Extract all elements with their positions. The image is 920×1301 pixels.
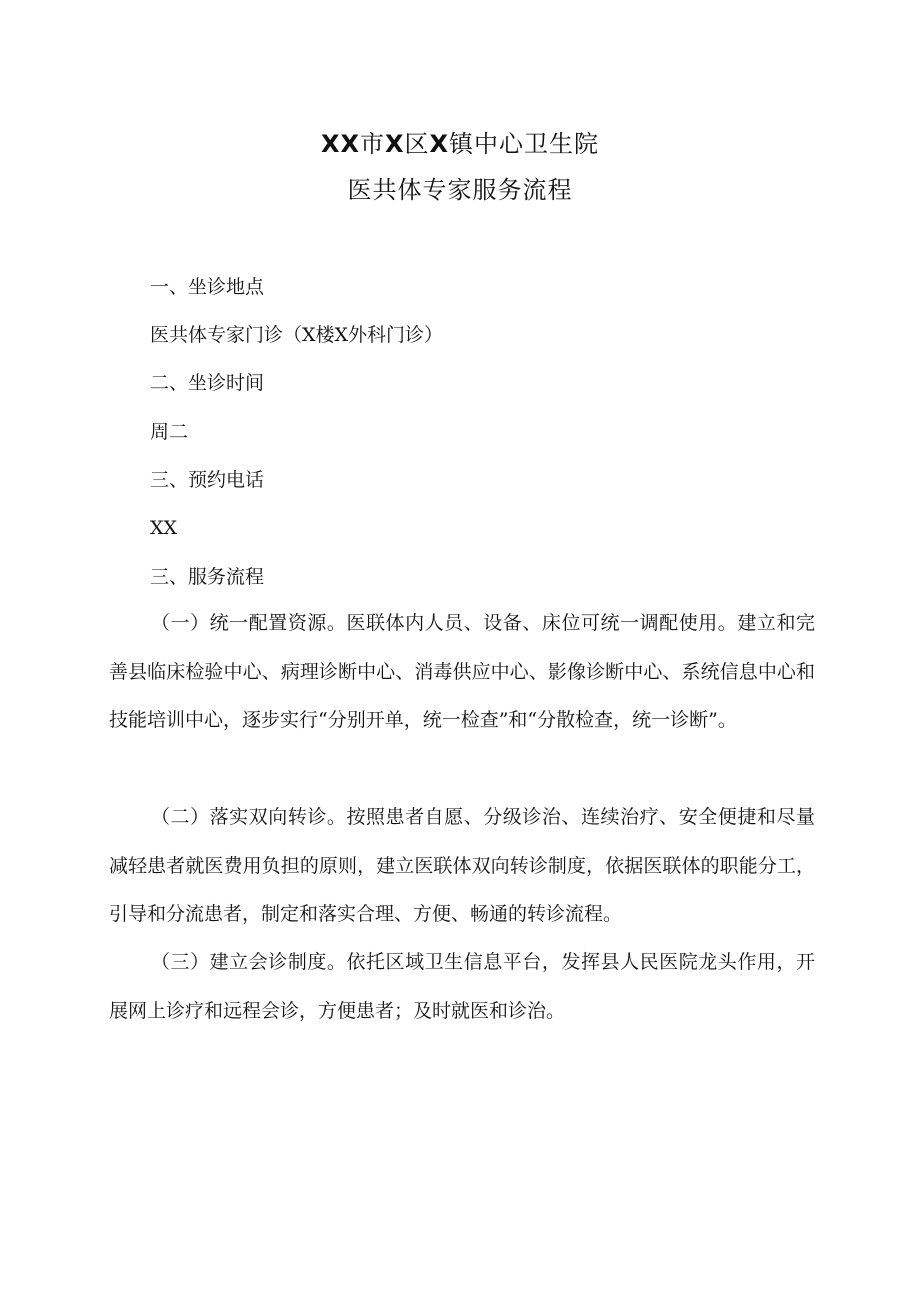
title-part: XX xyxy=(320,130,360,158)
paragraph-resources: （一）统一配置资源。医联体内人员、设备、床位可统一调配使用。建立和完善县临床检验中心、病理诊断中心、消毒供应中心、影像诊断中心、系统信息中心和技能培训中心，逐步实行“分别开单，统一检查”和“分散检查，统一诊断”。 xyxy=(109,612,815,731)
section-heading-process: 三、服务流程 xyxy=(150,566,265,588)
document-title xyxy=(0,129,920,159)
section-content-time: 周二 xyxy=(150,421,189,443)
title-part: X xyxy=(384,130,405,158)
section-heading-phone: 三、预约电话 xyxy=(150,469,265,491)
section-heading-time: 二、坐诊时间 xyxy=(150,372,265,394)
title-part: X xyxy=(429,130,450,158)
section-content-phone: XX xyxy=(150,517,178,539)
section-heading-location: 一、坐诊地点 xyxy=(150,276,265,298)
title-part: 镇中心卫生院 xyxy=(449,130,600,158)
section-content-location: 医共体专家门诊（X楼X外科门诊） xyxy=(150,324,444,346)
paragraph-consultation: （三）建立会诊制度。依托区域卫生信息平台，发挥县人民医院龙头作用，开展网上诊疗和远程会诊，方便患者；及时就医和诊治。 xyxy=(109,951,815,1022)
title-part: 市 xyxy=(359,130,385,158)
title-part: 区 xyxy=(404,130,430,158)
paragraph-referral: （二）落实双向转诊。按照患者自愿、分级诊治、连续治疗、安全便捷和尽量减轻患者就医费用负担的原则，建立医联体双向转诊制度，依据医联体的职能分工，引导和分流患者，制定和落实合理、方便、畅通的转诊流程。 xyxy=(109,806,815,925)
document-subtitle: 医共体专家服务流程 xyxy=(347,176,573,204)
